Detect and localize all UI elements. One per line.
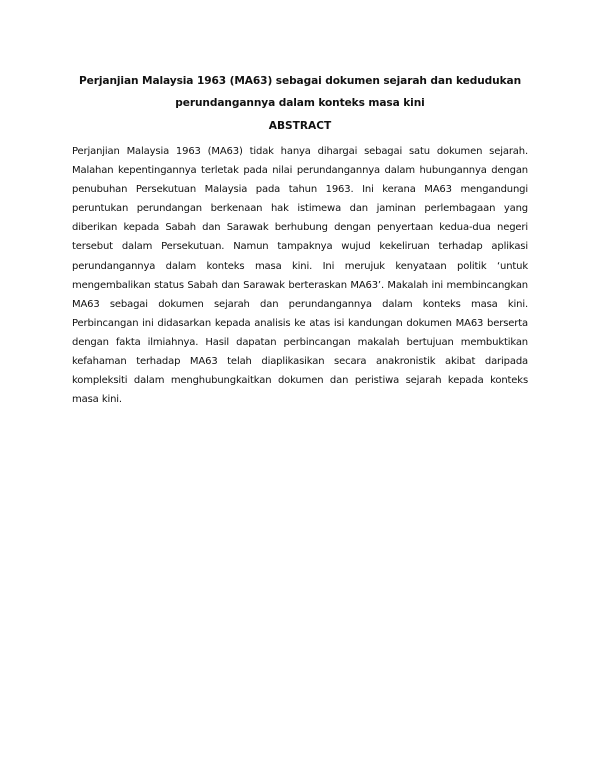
abstract-heading: ABSTRACT — [268, 120, 332, 132]
paper-title: Perjanjian Malaysia 1963 (MA63) sebagai dokumen sejarah dan kedudukan perundangannya dalam konteks masa kini — [78, 75, 522, 109]
abstract-text: Perjanjian Malaysia 1963 (MA63) tidak hanya dihargai sebagai satu dokumen sejarah. Malahan kepentingannya terletak pada nilai perundangannya dalam hubungannya dengan penubuhan Persekutuan Malaysia pada tahun 1963. Ini kerana MA63 mengandungi peruntukan perundangan berkenaan hak istimewa dan jaminan perlembagaan yang diberikan kepada Sabah dan Sarawak berhubung dengan penyertaan kedua-dua negeri tersebut dalam Persekutuan. Namun tampaknya wujud kekeliruan terhadap aplikasi perundangannya dalam konteks masa kini. Ini merujuk kenyataan politik ‘untuk mengembalikan status Sabah dan Sarawak berteraskan MA63’. Makalah ini membincangkan MA63 sebagai dokumen sejarah dan perundangannya dalam konteks masa kini. Perbincangan ini didasarkan kepada analisis ke atas isi kandungan dokumen MA63 berserta dengan fakta ilmiahnya. Hasil dapatan perbincangan makalah bertujuan membuktikan kefahaman terhadap MA63 telah diaplikasikan secara anakronistik akibat daripada kompleksiti dalam menghubungkaitkan dokumen dan peristiwa sejarah kepada konteks masa kini. — [72, 146, 528, 406]
